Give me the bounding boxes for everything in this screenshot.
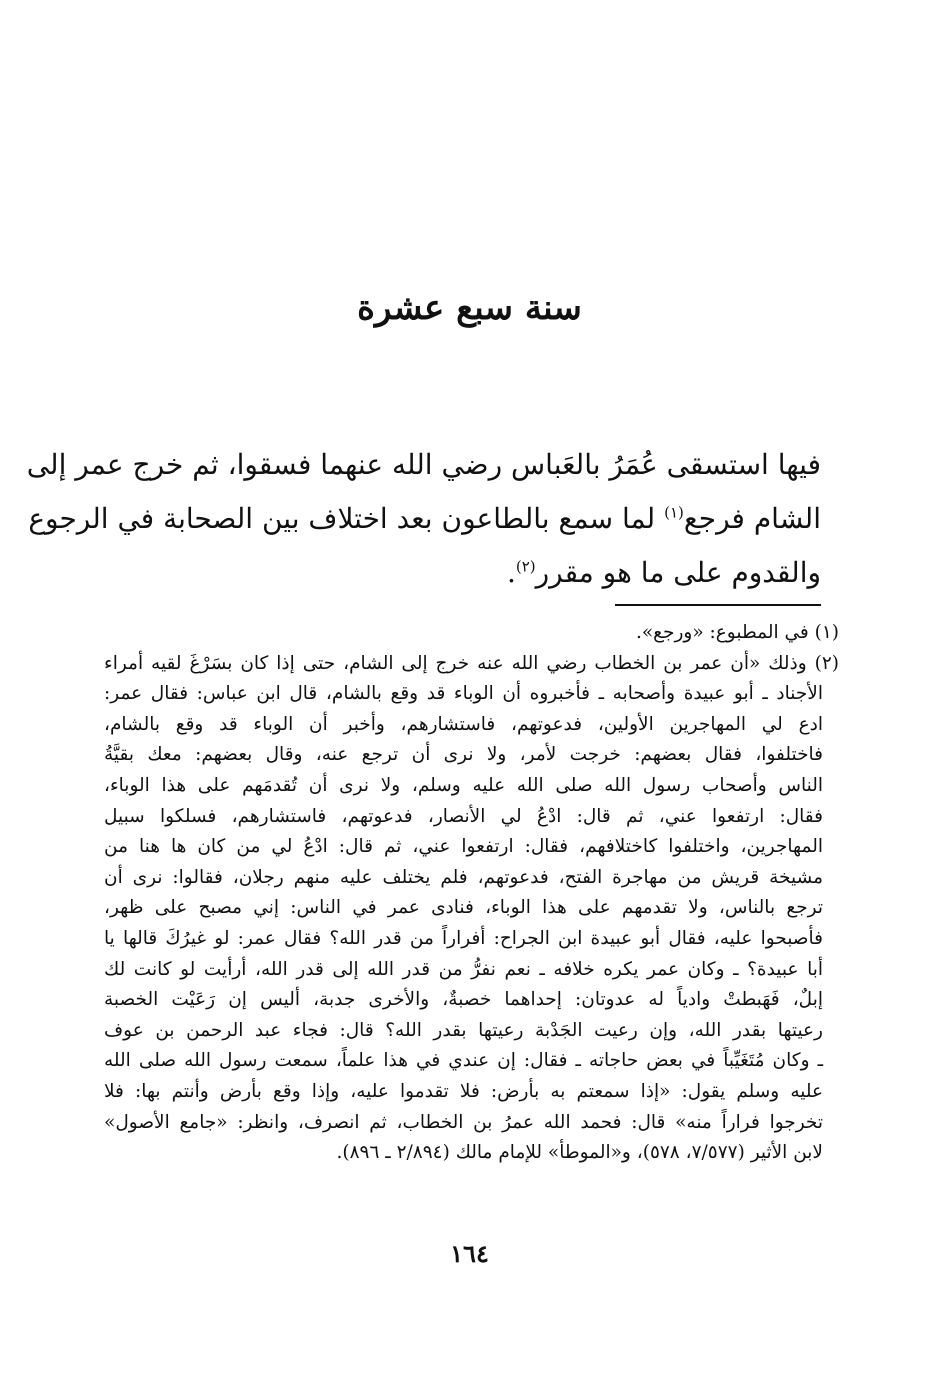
footnote-2-line: رعيتها بقدر الله، وإن رعيت الجَدْبة رعيتها بقدر الله؟ قال: فجاء عبد الرحمن بن عوف [104, 1019, 823, 1041]
footnote-2-line: فأصبحوا عليه، فقال أبو عبيدة ابن الجراح: أفراراً من قدر الله؟ فقال عمر: لو غيرُكَ قالها يا [104, 927, 823, 949]
footnote-separator [615, 604, 821, 606]
footnote-1: (١) في المطبوع: «ورجع». [635, 622, 839, 643]
footnote-2-line: عليه وسلم يقول: «إذا سمعتم به بأرض: فلا تقدموا عليه، وإذا وقع بأرض وأنتم بها: فلا [104, 1080, 823, 1102]
footnote-2-line: ادع لي المهاجرين الأولين، فدعوتهم، فاستشارهم، وأخبر أن الوباء قد وقع بالشام، [104, 713, 823, 735]
footnote-2-line: الناس وأصحاب رسول الله صلى الله عليه وسلم، ولا نرى أن تُقدمَهم على هذا الوباء، [104, 774, 823, 796]
main-line-1: فيها استسقى عُمَرُ بالعَباس رضي الله عنهما فسقوا، ثم خرج عمر إلى [26, 448, 821, 481]
footnote-2-line: (٢) وذلك «أن عمر بن الخطاب رضي الله عنه خرج إلى الشام، حتى إذا كان بسَرْغَ لقيه أمراء [104, 652, 839, 674]
main-line-2-end: لما سمع بالطاعون بعد اختلاف بين الصحابة في الرجوع [28, 502, 665, 535]
main-paragraph [26, 438, 821, 600]
main-line-3-end: . [506, 556, 516, 589]
footnote-2-line: ترجع بالناس، ولا تقدمهم على هذا الوباء، فنادى عمر في الناس: إني مصبح على ظهر، [104, 897, 823, 919]
main-line-2-start: الشام فرجع [683, 502, 821, 535]
footnote-2-line: إبلٌ، فَهَبطتْ وادياً له عدوتان: إحداهما خصبةٌ، والأخرى جدبة، أليس إن رَعَيْت الخصبة [104, 989, 823, 1011]
main-line-3-start: والقدوم على ما هو مقرر [535, 556, 821, 589]
main-line-3 [104, 546, 821, 600]
footnote-2-line: فقال: ارتفعوا عني، ثم قال: ادْعُ لي الأنصار، فدعوتهم، فاستشارهم، فسلكوا سبيل [104, 805, 823, 827]
page-number: ١٦٤ [450, 1239, 489, 1268]
footnote-2-line: لابن الأثير (٧/٥٧٧، ٥٧٨)، و«الموطأ» للإمام مالك (٢/٨٩٤ ـ ٨٩٦). [336, 1142, 823, 1164]
footnote-2-line: ـ وكان مُتَغَيِّباً في بعض حاجاته ـ فقال: إن عندي في هذا علماً، سمعت رسول الله صلى الله [104, 1050, 823, 1072]
footnote-2-line: أبا عبيدة؟ ـ وكان عمر يكره خلافه ـ نعم نفرُّ من قدر الله إلى قدر الله، أرأيت لو كانت لك [104, 958, 823, 980]
footnote-2-line: المهاجرين، واختلفوا كاختلافهم، فقال: ارتفعوا عني، ثم قال: ادْعُ لي من كان ها هنا من [104, 836, 823, 858]
footnote-2-line: تخرجوا فراراً منه» قال: فحمد الله عمرُ بن الخطاب، ثم انصرف، وانظر: «جامع الأصول» [104, 1111, 823, 1133]
footnotes-section [104, 618, 839, 1169]
footnote-ref-2[interactable]: (٢) [515, 557, 536, 576]
footnote-2-line: مشيخة قريش من مهاجرة الفتح، فدعوتهم، فلم يختلف عليه منهم رجلان، فقالوا: نرى أن [104, 866, 823, 888]
main-line-2 [28, 492, 821, 546]
footnote-2-line: فاختلفوا، فقال بعضهم: خرجت لأمر، ولا نرى أن ترجع عنه، وقال بعضهم: معك بقيَّةُ [104, 744, 823, 766]
footnote-2-line: الأجناد ـ أبو عبيدة وأصحابه ـ فأخبروه أن الوباء قد وقع بالشام، قال ابن عباس: فقال عمر: [104, 683, 823, 705]
footnote-ref-1[interactable]: (١) [664, 503, 684, 522]
chapter-title: سنة سبع عشرة [357, 288, 582, 328]
